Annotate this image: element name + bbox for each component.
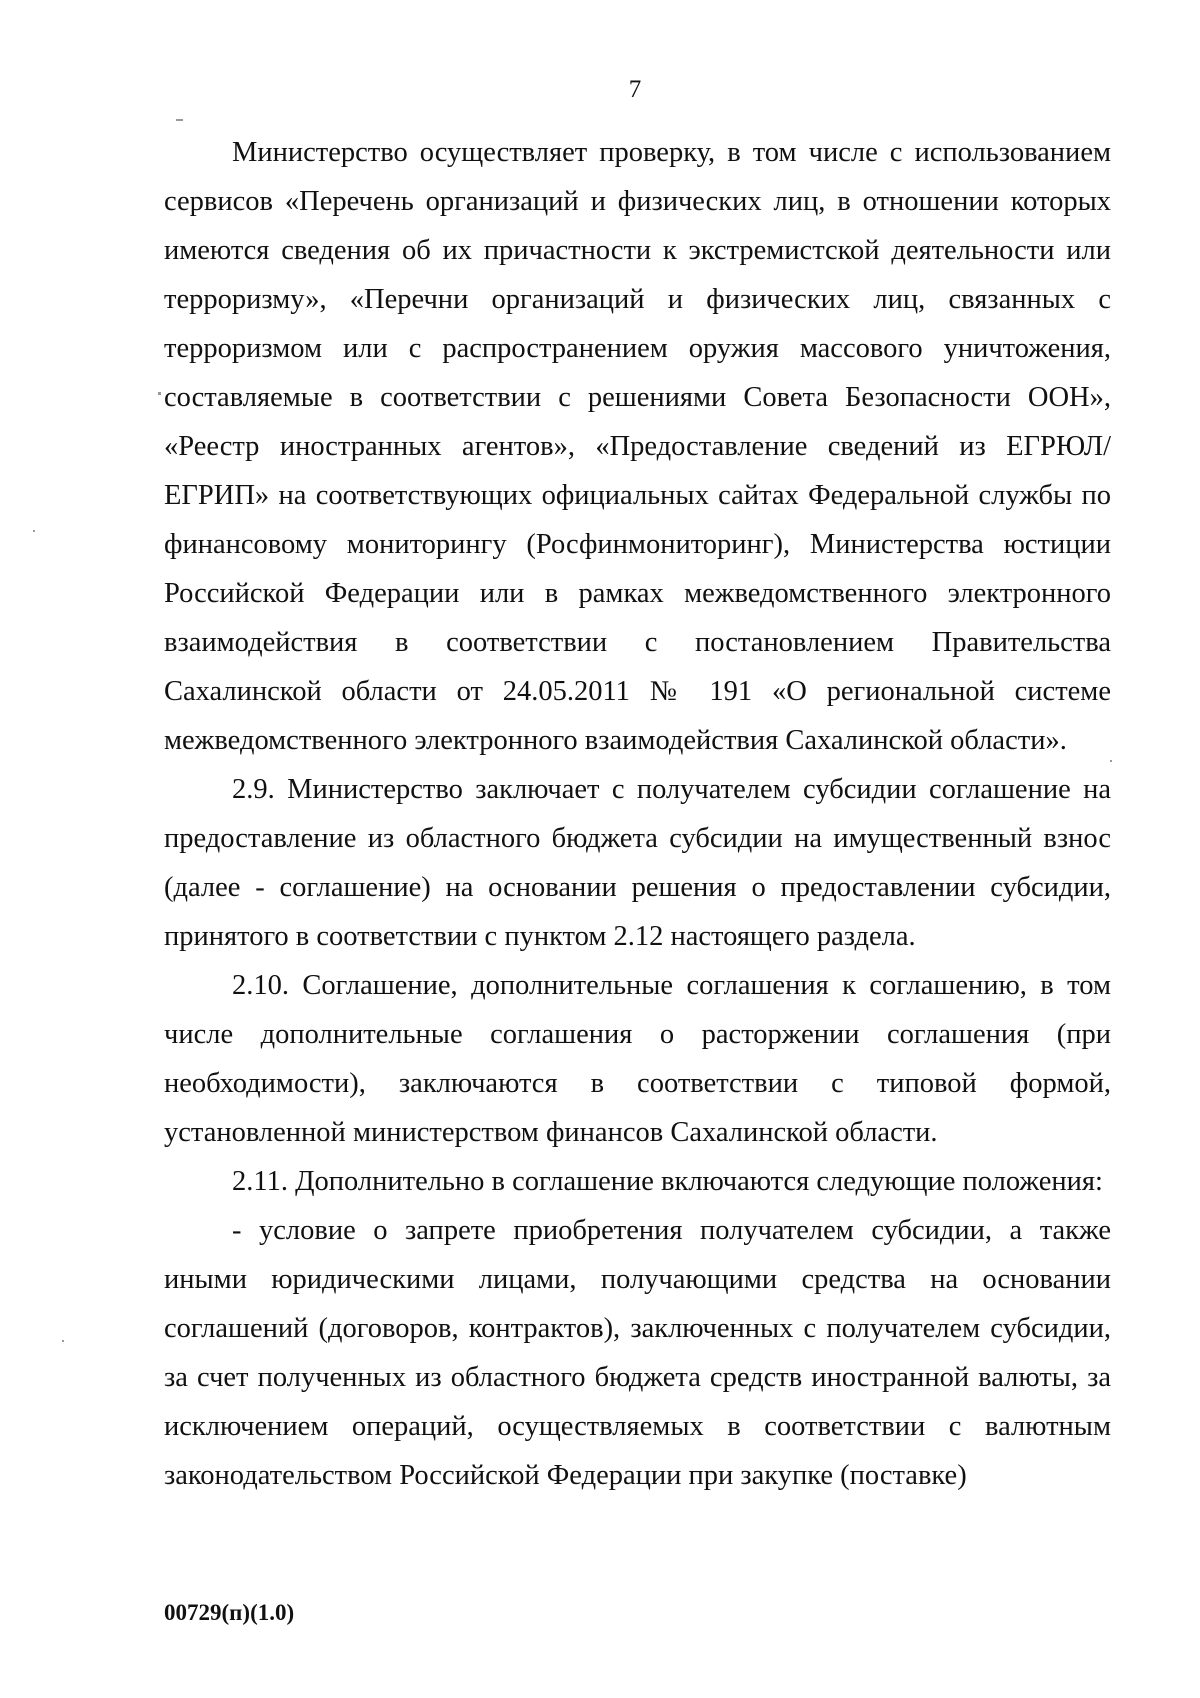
scan-speck <box>33 530 35 532</box>
page-number: 7 <box>628 76 642 103</box>
paragraph-2-10: 2.10. Соглашение, дополнительные соглашения к соглашению, в том числе дополнительные соглашения о расторжении соглашения (при необходимости), заключаются в соответствии с типовой формой, установленной министерством финансов Сахалинской области. <box>164 970 1111 1148</box>
paragraph-verification: Министерство осуществляет проверку, в том числе с использованием сервисов «Перечень организаций и физических лиц, в отношении которых имеются сведения об их причастности к экстремистской деятельности или терроризму», «Перечни организаций и физических лиц, связанных с терроризмом или с распространением оружия массового уничтожения, составляемые в соответствии с решениями Совета Безопасности ООН», «Реестр иностранных агентов», «Предоставление сведений из ЕГРЮЛ/ЕГРИП» на соответствующих официальных сайтах Федеральной службы по финансовому мониторингу (Росфинмониторинг), Министерства юстиции Российской Федерации или в рамках межведомственного электронного взаимодействия в соответствии с постановлением Правительства Сахалинской области от 24.05.2011 № 191 «О региональной системе межведомственного электронного взаимодействия Сахалинской области». <box>164 137 1111 756</box>
scan-speck <box>62 1340 64 1342</box>
scan-speck <box>1110 760 1112 762</box>
scan-speck <box>158 392 161 395</box>
paragraph-2-11: 2.11. Дополнительно в соглашение включаются следующие положения: <box>232 1166 1103 1197</box>
paragraph-2-9: 2.9. Министерство заключает с получателем субсидии соглашение на предоставление из областного бюджета субсидии на имущественный взнос (далее - соглашение) на основании решения о предоставлении субсидии, принятого в соответствии с пунктом 2.12 настоящего раздела. <box>164 774 1111 952</box>
document-code: 00729(п)(1.0) <box>164 1600 295 1625</box>
scan-speck <box>176 119 183 121</box>
document-body <box>164 128 1111 1500</box>
paragraph-currency-condition: - условие о запрете приобретения получателем субсидии, а также иными юридическими лицами, получающими средства на основании соглашений (договоров, контрактов), заключенных с получателем субсидии, за счет полученных из областного бюджета средств иностранной валюты, за исключением операций, осуществляемых в соответствии с валютным законодательством Российской Федерации при закупке (поставке) <box>164 1215 1111 1491</box>
